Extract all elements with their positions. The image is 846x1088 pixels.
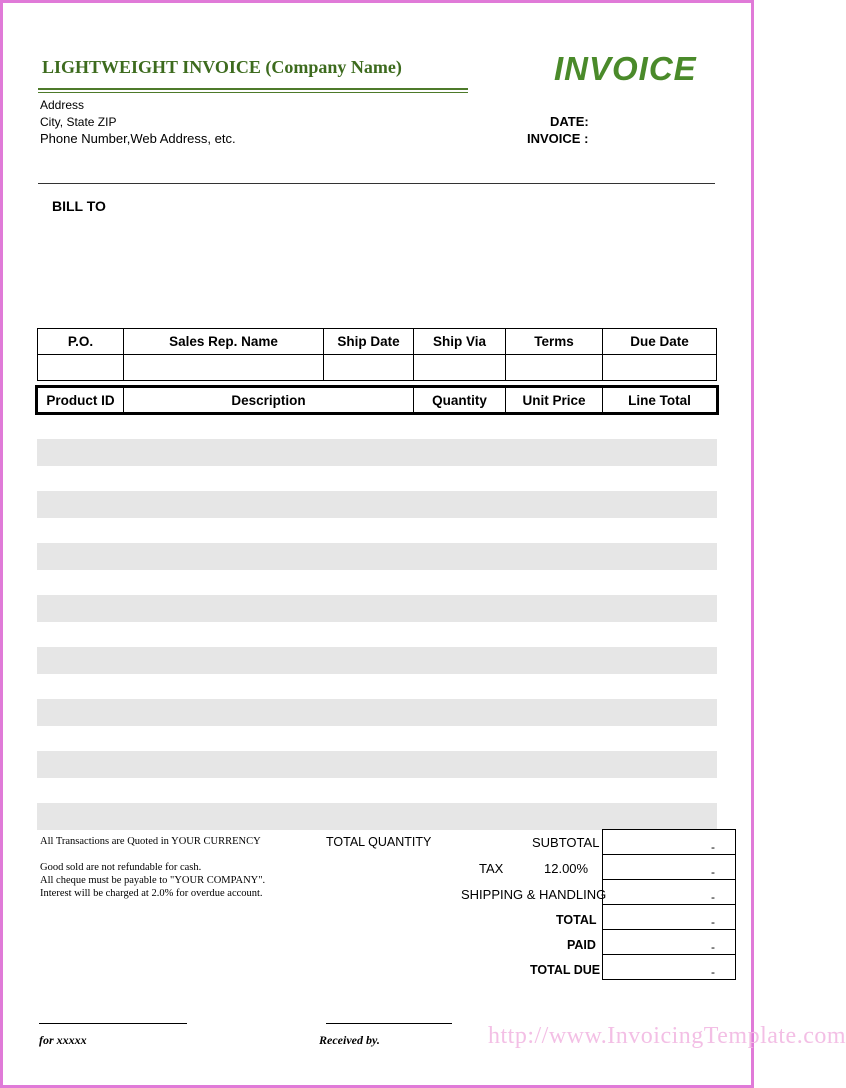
header-due-date: Due Date xyxy=(603,329,717,355)
item-row[interactable] xyxy=(37,543,717,570)
header-po: P.O. xyxy=(38,329,124,355)
total-due-label: TOTAL DUE xyxy=(530,963,601,977)
item-row[interactable] xyxy=(37,439,717,466)
date-label: DATE: xyxy=(550,114,589,129)
watermark-url: http://www.InvoicingTemplate.com xyxy=(488,1023,846,1049)
subtotal-label: SUBTOTAL xyxy=(532,835,600,850)
for-signature-label: for xxxxx xyxy=(39,1033,87,1047)
header-line-total: Line Total xyxy=(603,388,717,413)
items-header-table xyxy=(37,387,717,413)
tax-rate: 12.00% xyxy=(544,861,589,876)
due-date-value-cell[interactable] xyxy=(603,355,717,381)
tax-label: TAX xyxy=(479,861,504,876)
header-ship-via: Ship Via xyxy=(414,329,506,355)
received-signature-line xyxy=(326,1023,452,1024)
item-row[interactable] xyxy=(37,699,717,726)
item-row[interactable] xyxy=(37,647,717,674)
terms-line-1: Good sold are not refundable for cash. xyxy=(40,862,202,873)
total-value[interactable]: - xyxy=(603,905,736,930)
header-unit-price: Unit Price xyxy=(506,388,603,413)
address-line-1: Address xyxy=(40,98,85,112)
po-value-cell[interactable] xyxy=(38,355,124,381)
header-divider xyxy=(38,183,715,184)
header-quantity: Quantity xyxy=(414,388,506,413)
totals-table xyxy=(602,829,736,980)
invoice-number-label: INVOICE : xyxy=(527,131,589,146)
header-product-id: Product ID xyxy=(38,388,124,413)
total-label: TOTAL xyxy=(556,913,597,927)
order-info-table xyxy=(37,328,717,381)
header-sales-rep: Sales Rep. Name xyxy=(124,329,324,355)
terms-value-cell[interactable] xyxy=(506,355,603,381)
company-underline xyxy=(38,88,468,90)
item-row[interactable] xyxy=(37,491,717,518)
address-line-3: Phone Number,Web Address, etc. xyxy=(40,131,236,146)
header-terms: Terms xyxy=(506,329,603,355)
company-underline-thin xyxy=(38,92,468,93)
currency-note: All Transactions are Quoted in YOUR CURRENCY xyxy=(40,836,261,847)
ship-date-value-cell[interactable] xyxy=(324,355,414,381)
invoice-title: INVOICE xyxy=(554,50,697,87)
sales-rep-value-cell[interactable] xyxy=(124,355,324,381)
item-row[interactable] xyxy=(37,803,717,830)
address-line-2: City, State ZIP xyxy=(40,115,117,129)
item-row[interactable] xyxy=(37,595,717,622)
shipping-label: SHIPPING & HANDLING xyxy=(461,887,607,902)
total-due-value[interactable]: - xyxy=(603,955,736,980)
subtotal-value[interactable]: - xyxy=(603,830,736,855)
ship-via-value-cell[interactable] xyxy=(414,355,506,381)
item-row[interactable] xyxy=(37,751,717,778)
for-signature-line xyxy=(39,1023,187,1024)
header-ship-date: Ship Date xyxy=(324,329,414,355)
company-name: LIGHTWEIGHT INVOICE (Company Name) xyxy=(42,57,402,77)
total-quantity-label: TOTAL QUANTITY xyxy=(326,835,432,849)
header-description: Description xyxy=(124,388,414,413)
tax-value[interactable]: - xyxy=(603,855,736,880)
paid-label: PAID xyxy=(567,938,596,952)
shipping-value[interactable]: - xyxy=(603,880,736,905)
bill-to-label: BILL TO xyxy=(52,198,106,214)
paid-value[interactable]: - xyxy=(603,930,736,955)
terms-line-2: All cheque must be payable to "YOUR COMPANY". xyxy=(40,875,266,886)
received-signature-label: Received by. xyxy=(319,1033,380,1047)
terms-line-3: Interest will be charged at 2.0% for overdue account. xyxy=(40,888,263,899)
